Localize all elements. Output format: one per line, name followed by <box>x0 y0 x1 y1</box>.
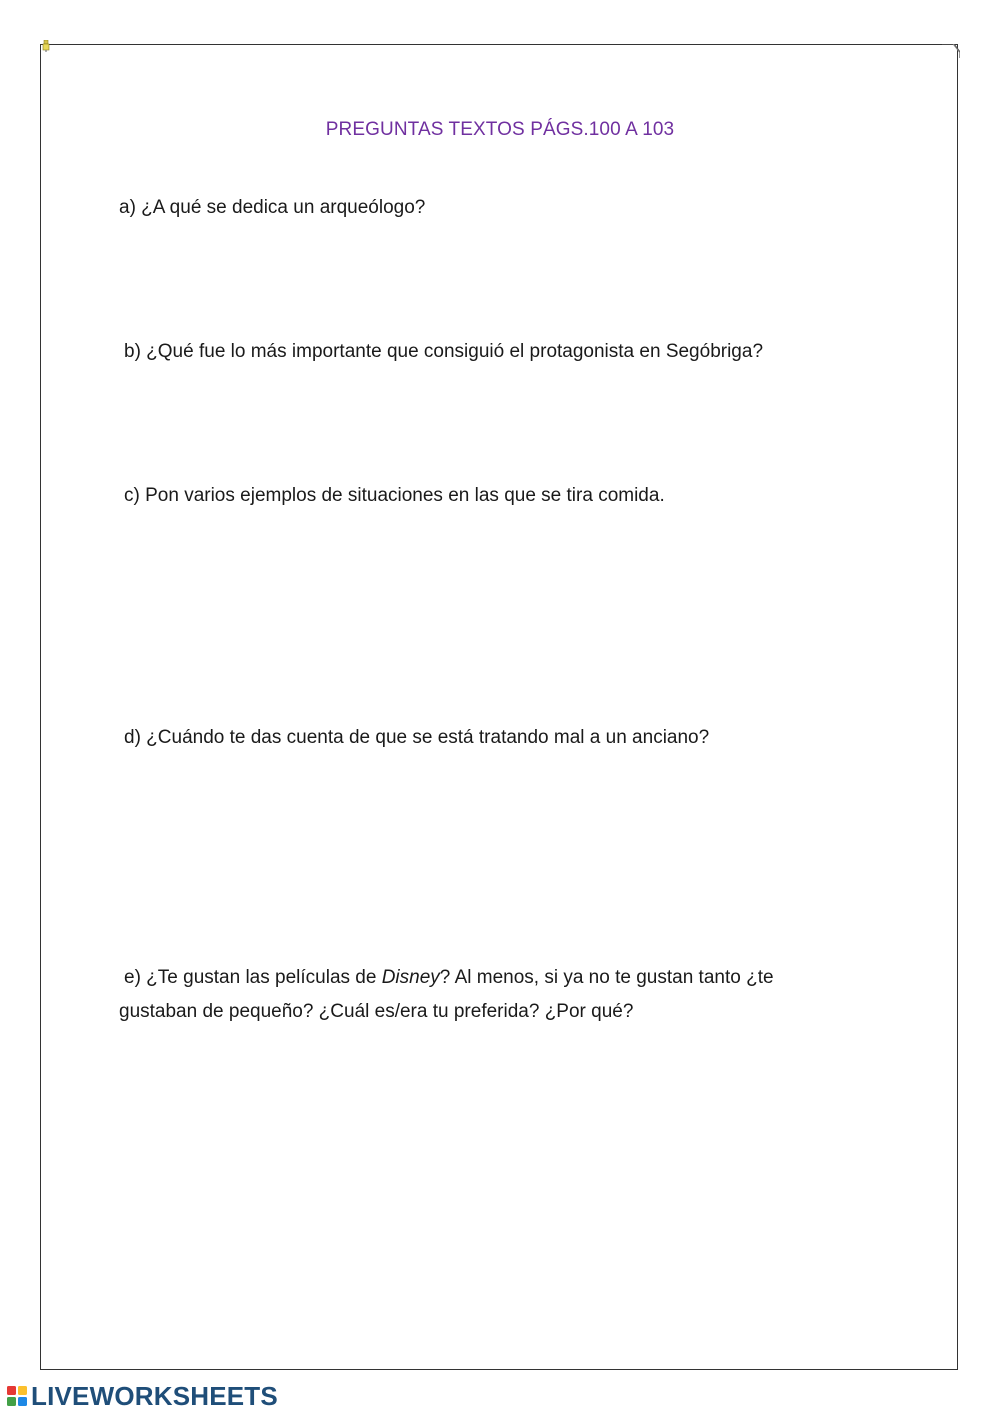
question-b: b) ¿Qué fue lo más importante que consiguió el protagonista en Segóbriga? <box>124 341 764 362</box>
question-e-text-start: e) ¿Te gustan las películas de <box>124 967 382 988</box>
question-c: c) Pon varios ejemplos de situaciones en las que se tira comida. <box>124 485 665 506</box>
question-e <box>119 961 839 1029</box>
liveworksheets-logo[interactable] <box>6 1381 278 1411</box>
question-d: d) ¿Cuándo te das cuenta de que se está tratando mal a un anciano? <box>124 727 710 748</box>
liveworksheets-brand-text: LIVEWORKSHEETS <box>31 1380 278 1411</box>
page-corner-fold-icon <box>942 44 960 58</box>
question-e-italic-term: Disney <box>381 967 440 988</box>
pin-icon <box>42 40 50 52</box>
worksheet-title: PREGUNTAS TEXTOS PÁGS.100 A 103 <box>325 119 675 140</box>
question-e-text-end: ? Al menos, si ya no te gustan tanto ¿te <box>439 967 774 988</box>
liveworksheets-logo-icon <box>6 1385 28 1407</box>
question-e-line-1 <box>119 961 839 995</box>
question-a: a) ¿A qué se dedica un arqueólogo? <box>119 197 426 218</box>
worksheet-page <box>40 44 958 1370</box>
question-e-line-2: gustaban de pequeño? ¿Cuál es/era tu preferida? ¿Por qué? <box>119 1001 634 1022</box>
